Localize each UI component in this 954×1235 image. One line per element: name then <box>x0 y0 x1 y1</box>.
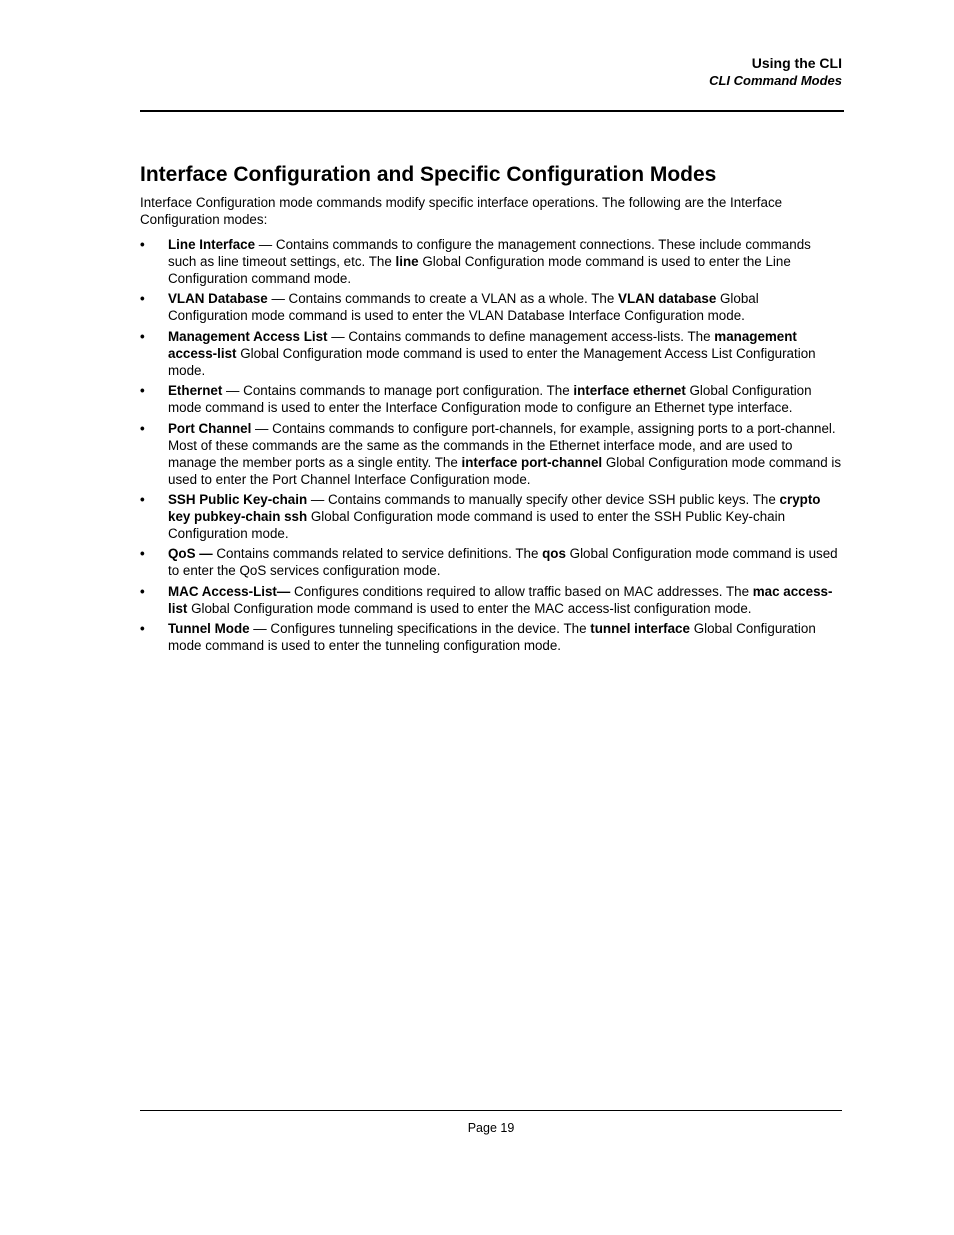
bold-term: Line Interface <box>168 237 256 252</box>
bold-term: Port Channel <box>168 420 252 436</box>
bullet-icon: • <box>140 237 145 252</box>
item-text: — Contains commands to configure the management connections. These include commands such as line timeout settings, etc. The <box>168 237 811 269</box>
header-rule <box>140 110 844 112</box>
item-text: Global Configuration mode command is used to enter the Management Access List Configuration mode. <box>168 345 816 378</box>
bold-term: management access-list <box>168 328 797 361</box>
item-text: Contains commands related to service definitions. The <box>212 546 543 562</box>
bold-term: Tunnel Mode <box>168 621 250 637</box>
page-number: Page 19 <box>467 1121 515 1135</box>
list-item <box>140 491 842 542</box>
list-item <box>140 420 842 488</box>
bold-term: interface ethernet <box>573 383 686 399</box>
item-text: — Contains commands to manually specify other device SSH public keys. The <box>307 491 780 507</box>
bold-term: SSH Public Key-chain <box>168 491 308 507</box>
bullet-icon: • <box>140 491 145 507</box>
item-text: — Contains commands to manage port configuration. The <box>222 383 574 399</box>
bullet-icon: • <box>140 546 145 562</box>
item-text: Global Configuration mode command is used to enter the QoS services configuration mode. <box>168 546 838 579</box>
bold-term: crypto key pubkey-chain ssh <box>168 491 821 524</box>
running-header-title: Using the CLI <box>751 55 842 71</box>
item-text: Global Configuration mode command is used to enter the MAC access-list configuration mode. <box>187 600 752 616</box>
bullet-icon: • <box>140 420 145 436</box>
bold-term: line <box>395 254 419 269</box>
list-item <box>140 236 842 287</box>
item-text: — Contains commands to define management access-lists. The <box>327 328 715 344</box>
list-item <box>140 328 842 379</box>
item-text: — Configures tunneling specifications in the device. The <box>249 621 591 637</box>
bold-term: interface port-channel <box>461 454 603 470</box>
list-item <box>140 382 842 416</box>
item-text: Configures conditions required to allow traffic based on MAC addresses. The <box>290 583 753 599</box>
bold-term: qos <box>542 546 566 562</box>
item-text: Global Configuration mode command is used to enter the Line Configuration command mode. <box>168 254 791 286</box>
bold-term: QoS — <box>168 546 213 562</box>
section-intro: Interface Configuration mode commands modify specific interface operations. The following are the Interface Configuration modes: <box>140 195 783 227</box>
bold-term: MAC Access-List— <box>168 583 291 599</box>
bullet-icon: • <box>140 583 145 599</box>
bold-term: VLAN Database <box>168 291 268 307</box>
item-text: Global Configuration mode command is used to enter the tunneling configuration mode. <box>168 621 816 654</box>
bold-term: mac access-list <box>168 583 833 616</box>
item-text: Global Configuration mode command is used to enter the Interface Configuration mode to configure an Ethernet type interface. <box>168 383 812 416</box>
bullet-icon: • <box>140 291 145 307</box>
bold-term: Ethernet <box>168 383 223 399</box>
item-text: Global Configuration mode command is used to enter the SSH Public Key-chain Configuration mode. <box>168 508 786 541</box>
bullet-icon: • <box>140 328 145 344</box>
running-header <box>709 55 842 90</box>
bold-term: VLAN database <box>618 291 717 307</box>
item-text: Global Configuration mode command is used to enter the VLAN Database Interface Configuration mode. <box>168 291 759 324</box>
item-text: Global Configuration mode command is used to enter the Port Channel Interface Configuration mode. <box>168 454 842 487</box>
section-title: Interface Configuration and Specific Configuration Modes <box>140 163 717 186</box>
item-text: — Contains commands to configure port-channels, for example, assigning ports to a port-channel. Most of these commands are the same as the commands in the Ethernet interface mode, and are used to manage the member ports as a single entity. The <box>168 420 836 470</box>
footer-rule <box>140 1110 842 1111</box>
list-item <box>140 290 842 324</box>
bullet-icon: • <box>140 621 145 637</box>
configuration-mode-list <box>140 236 842 658</box>
bold-term: tunnel interface <box>590 621 690 637</box>
running-header-subtitle: CLI Command Modes <box>709 73 842 88</box>
list-item <box>140 583 842 617</box>
list-item <box>140 545 842 579</box>
list-item <box>140 620 842 654</box>
bullet-icon: • <box>140 383 145 399</box>
item-text: — Contains commands to create a VLAN as a whole. The <box>267 291 619 307</box>
bold-term: Management Access List <box>168 328 328 344</box>
